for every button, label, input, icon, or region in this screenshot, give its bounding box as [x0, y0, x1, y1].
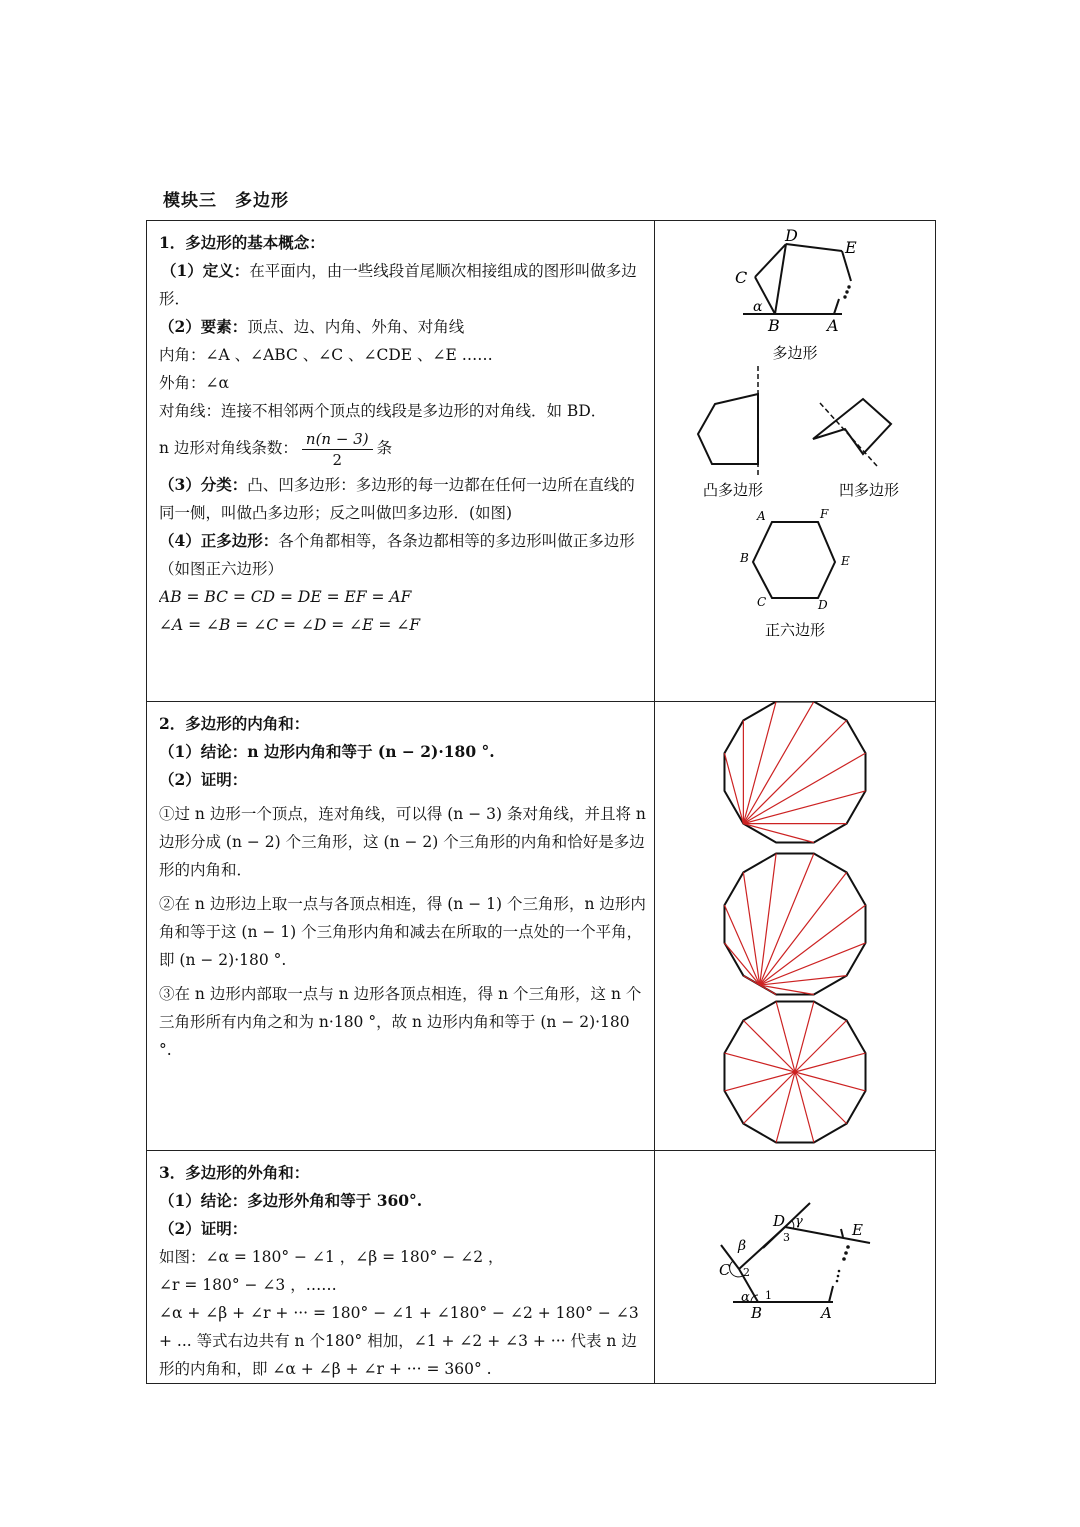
s2-proof3: ③在 n 边形内部取一点与 n 边形各顶点相连，得 n 个三角形，这 n 个三角形所有内角之和为 n·180 °，故 n 边形内角和等于 (n − 2)·180 °.: [159, 985, 642, 1059]
s3-figure-cell: [655, 1151, 936, 1384]
s1-exterior: 外角：∠α: [159, 374, 229, 392]
center-point-line: [724, 1072, 795, 1091]
center-point-line: [743, 1020, 795, 1072]
center-point-line: [795, 1053, 866, 1072]
center-point-line: [795, 1072, 847, 1124]
ext-label-1: 1: [765, 1289, 772, 1302]
s2-heading: 2．多边形的内角和：: [159, 714, 310, 733]
s1-definition: （1）定义：在平面内，由一些线段首尾顺次相接组成的图形叫做多边形．: [159, 261, 637, 308]
s2-proof2: ②在 n 边形边上取一点与各顶点相连，得 (n − 1) 个三角形，n 边形内角和等于这 (n − 1) 个三角形内角和减去在所取的一点处的一个平角，即 (n − 2)·180 °.: [159, 895, 646, 969]
s1-diagonal: 对角线：连接不相邻两个顶点的线段是多边形的对角线．如 BD．: [159, 402, 607, 420]
s1-eq1: AB = BC = CD = DE = EF = AF: [159, 588, 412, 606]
s1-figure-cell: [655, 221, 936, 702]
center-point-line: [795, 1072, 814, 1143]
content-table: [146, 220, 936, 1384]
s3-figure: [655, 1151, 935, 1372]
diagonal-line: [743, 824, 814, 843]
ext-label-gamma: γ: [795, 1214, 803, 1229]
s1-diag-count: n 边形对角线条数： $\frac{n(n - 3)}{2}$ 条: [159, 429, 393, 469]
convex-caption: 凸多边形: [702, 481, 764, 499]
s3-line1: 如图：∠α = 180° − ∠1 ，∠β = 180° − ∠2 ，: [159, 1248, 504, 1266]
diagonal-line: [743, 702, 776, 824]
ext-label-C: C: [719, 1261, 731, 1279]
diagonal-line: [743, 702, 814, 824]
hex-label-C: C: [757, 595, 767, 609]
s3-line2: ∠r = 180° − ∠3 ，……: [159, 1276, 337, 1294]
diag-fraction: $\frac{n(n - 3)}{2}$: [302, 429, 373, 470]
ext-label-E: E: [852, 1221, 863, 1239]
ext-label-3: 3: [783, 1231, 790, 1244]
s1-figures: [655, 221, 935, 697]
ext-label-B: B: [751, 1304, 763, 1322]
s1-interior: 内角：∠A 、∠ABC 、∠C 、∠CDE 、∠E ……: [159, 346, 493, 364]
center-point-line: [795, 1072, 866, 1091]
ext-label-D: D: [773, 1212, 786, 1230]
s1-text-cell: [147, 221, 655, 702]
concave-caption: 凹多边形: [838, 481, 900, 499]
poly-label-A: A: [827, 316, 839, 335]
s3-line3: ∠α + ∠β + ∠r + ··· = 180° − ∠1 + ∠180° − ∠2 + 180° − ∠3 + ... 等式右边共有 n 个180° 相加，∠1 + ∠2 + ∠3 + ··· 代表 n 边形的内角和，即 ∠α + ∠β + ∠r + ··· = 360° .: [159, 1304, 639, 1378]
s2-text-cell: [147, 702, 655, 1151]
s1-heading: 1．多边形的基本概念：: [159, 233, 325, 252]
ext-label-A: A: [821, 1304, 832, 1322]
diagonal-line: [743, 720, 846, 823]
poly-label-C: C: [735, 268, 748, 287]
poly-label-E: E: [845, 238, 857, 257]
poly-label-D: D: [785, 226, 798, 245]
s2-proof1: ①过 n 边形一个顶点，连对角线，可以得 (n − 3) 条对角线，并且将 n 边形分成 (n − 2) 个三角形，这 (n − 2) 个三角形的内角和恰好是多边形的内角和．: [159, 805, 646, 879]
exterior-ellipsis: [836, 1245, 850, 1282]
s3-heading: 3．多边形的外角和：: [159, 1163, 310, 1182]
center-point-line: [776, 1001, 795, 1072]
s2-figures: [655, 702, 935, 1146]
hex-label-A: A: [757, 509, 766, 523]
diagonal-line: [743, 753, 865, 824]
diagonal-line: [724, 753, 743, 824]
s1-elements: （2）要素：顶点、边、内角、外角、对角线: [159, 317, 465, 336]
center-point-line: [724, 1053, 795, 1072]
s3-conclusion: （1）结论：多边形外角和等于 360°.: [159, 1191, 423, 1210]
ext-label-2: 2: [743, 1266, 750, 1279]
s1-eq2: ∠A = ∠B = ∠C = ∠D = ∠E = ∠F: [159, 616, 421, 634]
module-title: 模块三 多边形: [163, 191, 289, 211]
convex-polygon: [698, 394, 758, 464]
center-point-line: [743, 1072, 795, 1124]
center-point-line: [776, 1072, 795, 1143]
regular-hexagon: [753, 522, 835, 598]
s3-text-cell: [147, 1151, 655, 1384]
s2-figure-cell: [655, 702, 936, 1151]
center-point-line: [795, 1001, 814, 1072]
poly-label-B: B: [768, 316, 780, 335]
diagonal-line: [743, 791, 865, 824]
hex-label-D: D: [818, 598, 828, 612]
center-point-line: [795, 1020, 847, 1072]
polygon-ellipsis: [843, 285, 850, 298]
s2-proof-label: （2）证明：: [159, 770, 248, 789]
hex-label-B: B: [740, 551, 749, 565]
ext-label-beta: β: [738, 1238, 747, 1254]
poly-label-alpha: α: [753, 299, 763, 315]
poly-caption: 多边形: [772, 344, 818, 362]
hex-caption: 正六边形: [764, 621, 826, 639]
s2-conclusion: （1）结论：n 边形内角和等于 (n − 2)·180 °.: [159, 742, 495, 761]
s1-classification: （3）分类：凸、凹多边形：多边形的每一边都在任何一边所在直线的同一侧，叫做凸多边形；反之叫做凹多边形．(如图): [159, 475, 635, 522]
concave-polygon: [813, 399, 891, 454]
hex-label-F: F: [820, 507, 829, 521]
ext-label-alpha: α: [741, 1290, 750, 1305]
s1-regular: （4）正多边形：各个角都相等，各条边都相等的多边形叫做正多边形（如图正六边形）: [159, 531, 635, 578]
s3-proof-label: （2）证明：: [159, 1219, 248, 1238]
hex-label-E: E: [841, 554, 850, 568]
